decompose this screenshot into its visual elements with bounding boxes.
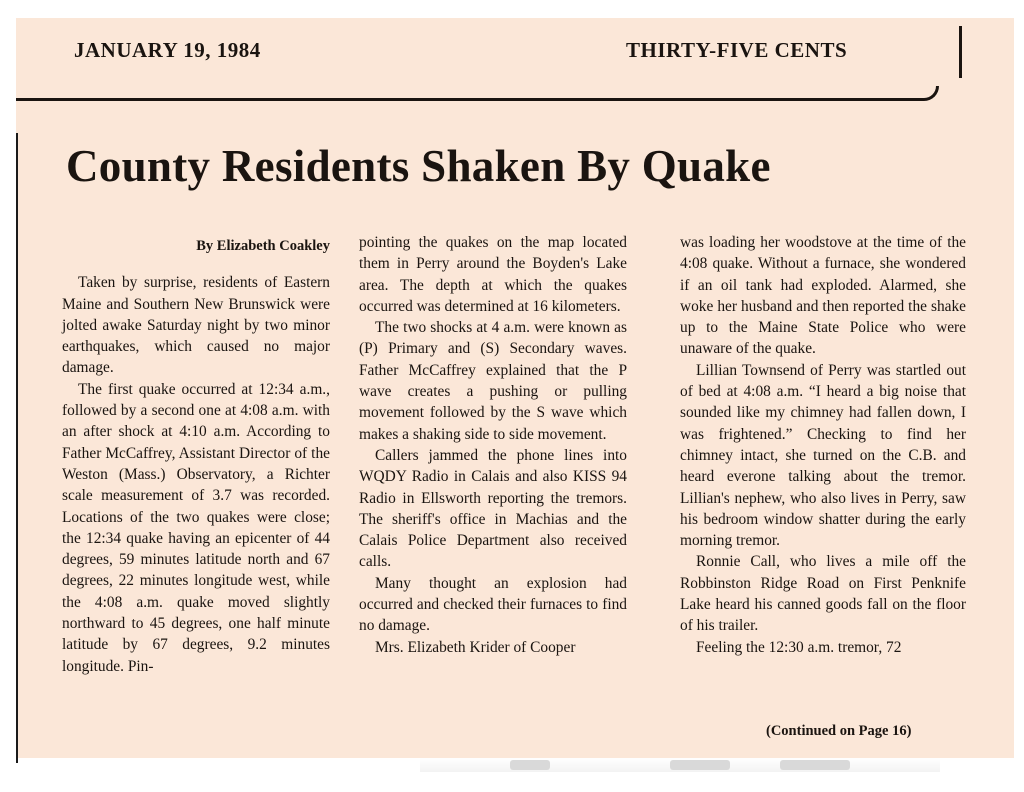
scrap-mark <box>510 760 550 770</box>
paragraph: Lillian Townsend of Perry was startled out of bed at 4:08 a.m. “I heard a big noise that sounded like my chimney had fallen down, I was frightened.” Checking to find her chimney intact, she turned on the C.B. and heard everone talking about the tremor. Lillian's nephew, who also lives in Perry, saw his bedroom window shatter during the early morning tremor. <box>680 361 966 550</box>
paragraph: Taken by surprise, residents of Eastern Maine and Southern New Brunswick were jolted awake Saturday night by two minor earthquakes, which caused no major damage. <box>62 274 330 377</box>
scrap-mark <box>670 760 730 770</box>
torn-edge-scrap <box>420 758 940 772</box>
masthead-rule-right <box>959 26 962 78</box>
headline: County Residents Shaken By Quake <box>66 141 771 191</box>
paragraph: pointing the quakes on the map located them in Perry around the Boyden's Lake area. The depth at which the quakes occurred was determined at 16 kilometers. <box>359 234 627 315</box>
paragraph: Many thought an explosion had occurred and checked their furnaces to find no damage. <box>359 574 627 635</box>
article-column-3 <box>680 232 966 658</box>
paragraph: Callers jammed the phone lines into WQDY Radio in Calais and also KISS 94 Radio in Ellsworth reporting the tremors. The sheriff's office in Machias and the Calais Police Department also received calls. <box>359 446 627 571</box>
paragraph: was loading her woodstove at the time of the 4:08 quake. Without a furnace, she wondered if an oil tank had exploded. Alarmed, she woke her husband and then reported the shake up to the Maine State Police who were unaware of the quake. <box>680 234 966 358</box>
paragraph: Feeling the 12:30 a.m. tremor, 72 <box>696 638 902 656</box>
paragraph: The first quake occurred at 12:34 a.m., followed by a second one at 4:08 a.m. with an after shock at 4:10 a.m. According to Father McCaffrey, Assistant Director of the Weston (Mass.) Observatory, a Richter scale measurement of 3.7 was recorded. Locations of the two quakes were close; the 12:34 quake having an epicenter of 44 degrees, 59 minutes latitude north and 67 degrees, 22 minutes longitude west, while the 4:08 a.m. quake moved slightly northward to 45 degrees, one half minute latitude by 67 degrees, 9.2 minutes longitude. Pin- <box>62 380 330 675</box>
paragraph: Ronnie Call, who lives a mile off the Robbinston Ridge Road on First Penknife Lake heard his canned goods fall on the floor of his trailer. <box>680 553 966 635</box>
article-column-1 <box>62 236 330 677</box>
continued-notice: (Continued on Page 16) <box>766 723 912 739</box>
byline: By Elizabeth Coakley <box>196 238 330 254</box>
issue-date: JANUARY 19, 1984 <box>74 38 261 62</box>
paragraph: The two shocks at 4 a.m. were known as (P) Primary and (S) Secondary waves. Father McCaffrey explained that the P wave creates a pushing or pulling movement followed by the S wave which makes a shaking side to side movement. <box>359 319 627 443</box>
masthead-rule <box>16 86 939 101</box>
newspaper-clipping <box>16 18 1014 758</box>
paragraph: Mrs. Elizabeth Krider of Cooper <box>375 638 576 656</box>
article-column-2 <box>359 232 627 658</box>
clipping-left-rule <box>16 133 18 763</box>
scrap-mark <box>780 760 850 770</box>
issue-price: THIRTY-FIVE CENTS <box>626 38 848 62</box>
